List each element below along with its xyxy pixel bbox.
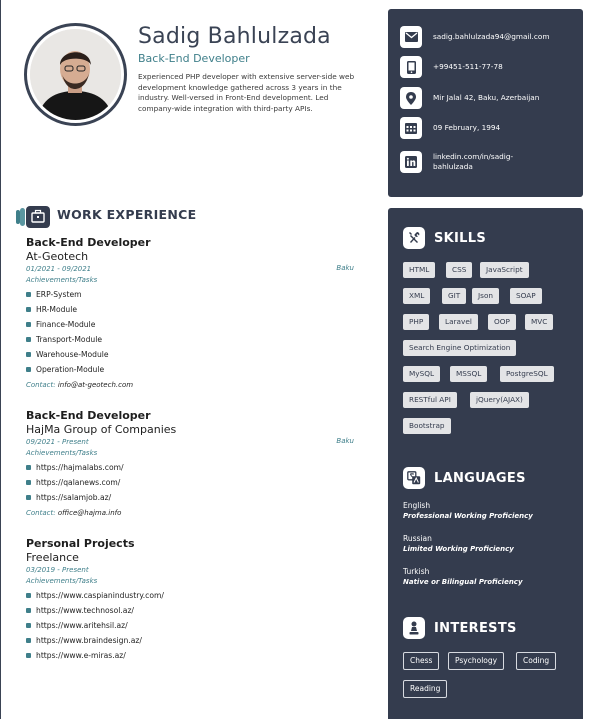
- language-name: English: [403, 501, 431, 510]
- job-contact-value[interactable]: info@at-geotech.com: [57, 381, 134, 389]
- job-contact-label: Contact:: [26, 509, 56, 517]
- task-item[interactable]: https://hajmalabs.com/: [26, 460, 356, 475]
- task-item[interactable]: https://www.caspianindustry.com/: [26, 588, 356, 603]
- job-entry: [26, 409, 356, 519]
- skills-header: [403, 227, 486, 249]
- map-pin-icon: [400, 87, 422, 109]
- task-item: Finance-Module: [26, 317, 356, 332]
- skill-chip: XML: [403, 288, 430, 304]
- skill-chip: HTML: [403, 262, 435, 278]
- job-contact: [26, 507, 356, 519]
- job-meta: [26, 565, 356, 576]
- interests-header: [403, 617, 517, 639]
- candidate-role: Back-End Developer: [138, 52, 250, 65]
- skill-chip: RESTful API: [403, 392, 457, 408]
- job-contact: [26, 379, 356, 391]
- contact-birthdate: 09 February, 1994: [433, 123, 501, 132]
- contact-birthdate-row: [400, 117, 573, 139]
- skill-chip: GIT: [442, 288, 466, 304]
- task-item[interactable]: https://www.technosol.az/: [26, 603, 356, 618]
- language-item: [403, 534, 514, 555]
- job-company: At-Geotech: [26, 250, 89, 263]
- task-item: Transport-Module: [26, 332, 356, 347]
- language-level: Limited Working Proficiency: [403, 545, 514, 553]
- job-company: Freelance: [26, 551, 79, 564]
- phone-icon: [400, 56, 422, 78]
- language-item: [403, 567, 523, 588]
- task-item: Operation-Module: [26, 362, 356, 377]
- contact-email[interactable]: sadig.bahlulzada94@gmail.com: [433, 32, 550, 41]
- language-level: Professional Working Proficiency: [403, 512, 533, 520]
- skill-chip: OOP: [488, 314, 516, 330]
- left-border: [0, 0, 1, 719]
- skill-chip: SOAP: [510, 288, 542, 304]
- task-list: [26, 287, 356, 377]
- skill-chip: Search Engine Optimization: [403, 340, 516, 356]
- skill-chip: MSSQL: [450, 366, 487, 382]
- job-date: 03/2019 - Present: [26, 566, 89, 574]
- language-item: [403, 501, 533, 522]
- task-item: HR-Module: [26, 302, 356, 317]
- translate-icon: [403, 467, 425, 489]
- interest-chip: Psychology: [448, 652, 504, 670]
- contact-panel: [388, 9, 583, 197]
- tools-icon: [403, 227, 425, 249]
- task-item: Warehouse-Module: [26, 347, 356, 362]
- job-entry: [26, 537, 356, 663]
- job-meta: [26, 264, 356, 275]
- job-contact-value[interactable]: office@hajma.info: [57, 509, 122, 517]
- achievements-label: Achievements/Tasks: [26, 449, 98, 457]
- calendar-icon: [400, 117, 422, 139]
- contact-email-row: [400, 26, 573, 48]
- contact-phone: +99451-511-77-78: [433, 62, 503, 71]
- job-date: 01/2021 - 09/2021: [26, 265, 92, 273]
- job-location: Baku: [336, 437, 354, 445]
- job-contact-label: Contact:: [26, 381, 56, 389]
- job-date: 09/2021 - Present: [26, 438, 89, 446]
- task-item[interactable]: https://salamjob.az/: [26, 490, 356, 505]
- skill-chip: PHP: [403, 314, 429, 330]
- job-location: Baku: [336, 264, 354, 272]
- skill-chip: MySQL: [403, 366, 440, 382]
- achievements-label: Achievements/Tasks: [26, 276, 98, 284]
- skill-chip: JavaScript: [480, 262, 529, 278]
- job-company: HajMa Group of Companies: [26, 423, 177, 436]
- task-list: [26, 460, 356, 505]
- interest-chip: Chess: [403, 652, 439, 670]
- skill-chip: Json: [472, 288, 499, 304]
- job-title: Back-End Developer: [26, 236, 151, 249]
- interests-title: INTERESTS: [434, 620, 517, 636]
- task-item[interactable]: https://www.aritehsil.az/: [26, 618, 356, 633]
- language-name: Turkish: [403, 567, 430, 576]
- job-title: Personal Projects: [26, 537, 135, 550]
- envelope-icon: [400, 26, 422, 48]
- job-meta: [26, 437, 356, 448]
- skills-title: SKILLS: [434, 230, 487, 246]
- work-experience-title: WORK EXPERIENCE: [57, 207, 197, 222]
- side-panel: [388, 208, 583, 719]
- skill-chip: CSS: [446, 262, 472, 278]
- skill-chip: MVC: [525, 314, 553, 330]
- profile-photo-frame: [24, 23, 127, 126]
- languages-title: LANGUAGES: [434, 470, 526, 486]
- profile-photo: [30, 29, 121, 120]
- skill-chip: jQuery(AJAX): [470, 392, 529, 408]
- contact-address-row: [400, 87, 573, 109]
- skill-chip: Bootstrap: [403, 418, 451, 434]
- achievements-label: Achievements/Tasks: [26, 577, 98, 585]
- chess-pawn-icon: [403, 617, 425, 639]
- contact-linkedin-row: [400, 151, 533, 173]
- interest-chip: Coding: [516, 652, 556, 670]
- language-name: Russian: [403, 534, 432, 543]
- job-entry: [26, 236, 356, 391]
- contact-linkedin[interactable]: linkedin.com/in/sadig-bahlulzada: [433, 152, 514, 171]
- skill-chip: PostgreSQL: [500, 366, 554, 382]
- languages-header: [403, 467, 526, 489]
- contact-phone-row: [400, 56, 573, 78]
- task-item[interactable]: https://www.e-miras.az/: [26, 648, 356, 663]
- work-experience-badge: [16, 206, 54, 232]
- job-title: Back-End Developer: [26, 409, 151, 422]
- task-item[interactable]: https://www.braindesign.az/: [26, 633, 356, 648]
- contact-address: Mir Jalal 42, Baku, Azerbaijan: [433, 93, 540, 102]
- interest-chip: Reading: [403, 680, 447, 698]
- task-item[interactable]: https://qalanews.com/: [26, 475, 356, 490]
- linkedin-icon: [400, 151, 422, 173]
- candidate-name: Sadig Bahlulzada: [138, 24, 331, 49]
- task-item: ERP-System: [26, 287, 356, 302]
- language-level: Native or Bilingual Proficiency: [403, 578, 523, 586]
- skill-chip: Laravel: [439, 314, 478, 330]
- profile-summary: Experienced PHP developer with extensive server-side web development knowledge gathered across 3 years in the industry. Well-versed in Front-End development. Led company-wide integration with third-party APIs.: [138, 72, 355, 113]
- task-list: [26, 588, 356, 663]
